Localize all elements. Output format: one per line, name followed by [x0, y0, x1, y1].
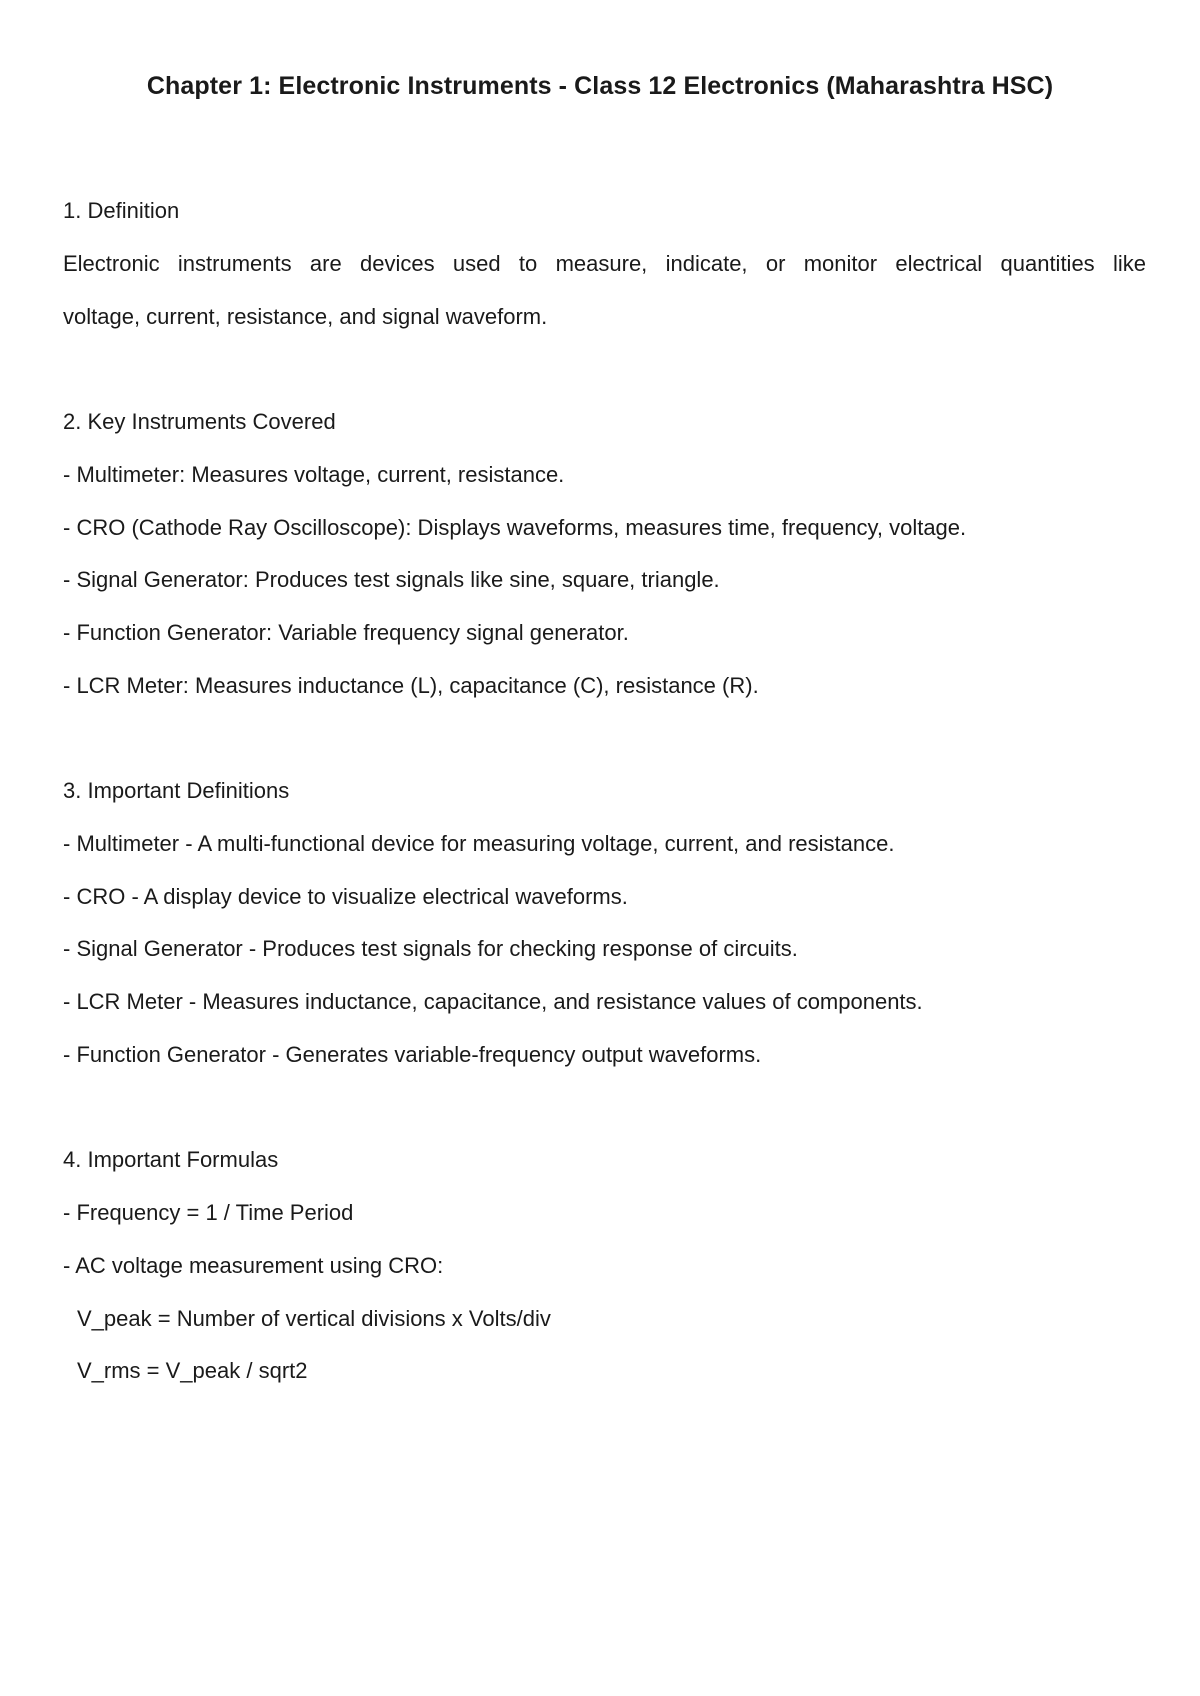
key-instrument-item: - LCR Meter: Measures inductance (L), capacitance (C), resistance (R).: [63, 673, 759, 698]
section-heading-formulas: 4. Important Formulas: [63, 1147, 279, 1172]
key-instrument-item: - Multimeter: Measures voltage, current, resistance.: [63, 462, 565, 487]
section-heading-key-instruments: 2. Key Instruments Covered: [63, 409, 336, 434]
key-instrument-item: - CRO (Cathode Ray Oscilloscope): Displays waveforms, measures time, frequency, voltage.: [63, 515, 967, 540]
definition-item: - Function Generator - Generates variable-frequency output waveforms.: [63, 1042, 762, 1067]
key-instrument-item: - Function Generator: Variable frequency signal generator.: [63, 620, 629, 645]
formula-item: - Frequency = 1 / Time Period: [63, 1200, 354, 1225]
formula-sub-item: V_peak = Number of vertical divisions x Volts/div: [77, 1306, 551, 1331]
formula-sub-item: V_rms = V_peak / sqrt2: [77, 1358, 308, 1383]
definition-item: - Multimeter - A multi-functional device for measuring voltage, current, and resistance.: [63, 831, 895, 856]
definition-item: - Signal Generator - Produces test signals for checking response of circuits.: [63, 936, 798, 961]
definition-item: - LCR Meter - Measures inductance, capacitance, and resistance values of components.: [63, 989, 923, 1014]
formula-item: - AC voltage measurement using CRO:: [63, 1253, 444, 1278]
definition-item: - CRO - A display device to visualize electrical waveforms.: [63, 884, 628, 909]
definition-paragraph-line-2: voltage, current, resistance, and signal waveform.: [63, 304, 548, 329]
section-heading-important-definitions: 3. Important Definitions: [63, 778, 290, 803]
key-instrument-item: - Signal Generator: Produces test signals like sine, square, triangle.: [63, 567, 720, 592]
document-title: Chapter 1: Electronic Instruments - Class 12 Electronics (Maharashtra HSC): [146, 72, 1054, 100]
section-heading-definition: 1. Definition: [63, 198, 180, 223]
definition-paragraph-line-1: Electronic instruments are devices used to measure, indicate, or monitor electrical quantities like: [63, 251, 1146, 276]
